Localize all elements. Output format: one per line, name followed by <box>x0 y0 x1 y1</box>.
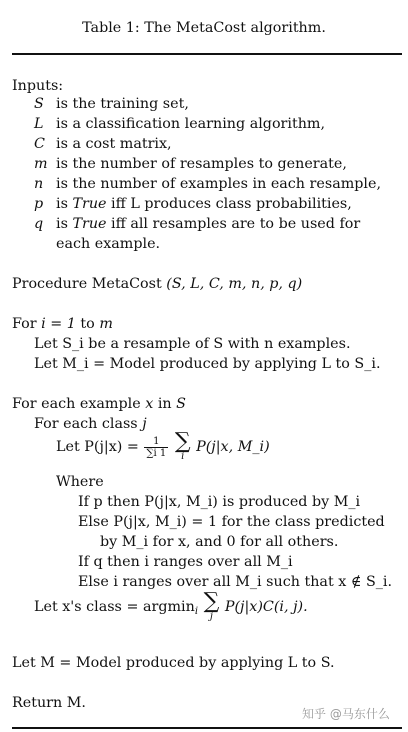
top-rule <box>12 53 402 55</box>
for-i-keyword: For <box>12 316 42 332</box>
if-p-line: If p then P(j|x, M_i) is produced by M_i <box>78 494 361 510</box>
fraction-numerator: 1 <box>144 436 168 448</box>
input-description-start: is <box>56 196 73 212</box>
input-continuation: each example. <box>56 236 161 252</box>
input-description <box>56 215 360 233</box>
input-description <box>56 195 352 213</box>
let-p-rhs: P(j|x, M_i) <box>196 439 270 455</box>
input-description: is a cost matrix, <box>56 136 172 152</box>
fraction-denominator: ∑i 1 <box>146 447 167 459</box>
watermark: 知乎 @马东什么 <box>302 707 390 721</box>
for-i-range-end: m <box>99 316 113 332</box>
argmin-subscript: i <box>194 606 199 617</box>
sigma-icon: ∑ <box>174 429 191 454</box>
for-class-keyword: For each class <box>34 416 143 432</box>
procedure-args: (S, L, C, m, n, p, q) <box>166 276 303 292</box>
input-description-emphasis: True <box>72 196 107 212</box>
let-p-lhs: Let P(j|x) = <box>56 439 139 455</box>
argmin-lhs: Let x's class = argmin <box>34 599 195 615</box>
bottom-rule <box>12 727 402 729</box>
let-p-formula <box>56 429 270 462</box>
summation-over-j <box>203 589 220 622</box>
input-symbol: p <box>34 196 44 212</box>
summation-over-i <box>174 429 191 462</box>
class-argmin-formula <box>34 589 308 624</box>
for-x-var: x <box>145 396 154 412</box>
input-description-start: is <box>56 216 73 232</box>
input-description: is the number of resamples to generate, <box>56 156 347 172</box>
input-symbol: S <box>34 96 44 112</box>
for-x-keyword: For each example <box>12 396 146 412</box>
for-class-header <box>34 415 147 433</box>
input-symbol: C <box>34 136 45 152</box>
input-symbol: m <box>34 156 48 172</box>
for-x-set: S <box>176 396 186 412</box>
let-s-i: Let S_i be a resample of S with n examples. <box>34 336 351 352</box>
summation-index: i <box>181 451 185 462</box>
for-x-in: in <box>153 396 177 412</box>
procedure-label: Procedure MetaCost <box>12 276 162 292</box>
for-class-var: j <box>142 416 147 432</box>
for-x-header <box>12 395 186 413</box>
return-line: Return M. <box>12 695 86 711</box>
procedure-header <box>12 275 302 293</box>
input-description: is a classification learning algorithm, <box>56 116 326 132</box>
let-m-i: Let M_i = Model produced by applying L to S_i. <box>34 356 381 372</box>
input-description-end: iff all resamples are to be used for <box>106 216 361 232</box>
let-final-model: Let M = Model produced by applying L to S. <box>12 655 335 671</box>
normalizing-fraction <box>144 436 168 459</box>
input-symbol: q <box>34 216 44 232</box>
input-description-end: iff L produces class probabilities, <box>106 196 352 212</box>
else-p-line: Else P(j|x, M_i) = 1 for the class predicted <box>78 514 385 530</box>
input-symbol: n <box>34 176 44 192</box>
input-description: is the number of examples in each resample, <box>56 176 382 192</box>
where-label: Where <box>56 474 104 490</box>
inputs-heading: Inputs: <box>12 78 64 94</box>
for-i-header <box>12 315 113 333</box>
sigma-icon: ∑ <box>203 589 220 614</box>
for-i-range-start: i = 1 <box>41 316 76 332</box>
if-q-line: If q then i ranges over all M_i <box>78 554 293 570</box>
for-i-to: to <box>75 316 100 332</box>
argmin-rhs: P(j|x)C(i, j). <box>224 599 308 615</box>
input-symbol: L <box>34 116 44 132</box>
input-description-emphasis: True <box>72 216 107 232</box>
else-p-continuation: by M_i for x, and 0 for all others. <box>100 534 339 550</box>
table-caption: Table 1: The MetaCost algorithm. <box>82 20 326 36</box>
summation-index: j <box>209 611 213 622</box>
input-description: is the training set, <box>56 96 189 112</box>
else-q-line: Else i ranges over all M_i such that x ∉ S_i. <box>78 574 393 590</box>
